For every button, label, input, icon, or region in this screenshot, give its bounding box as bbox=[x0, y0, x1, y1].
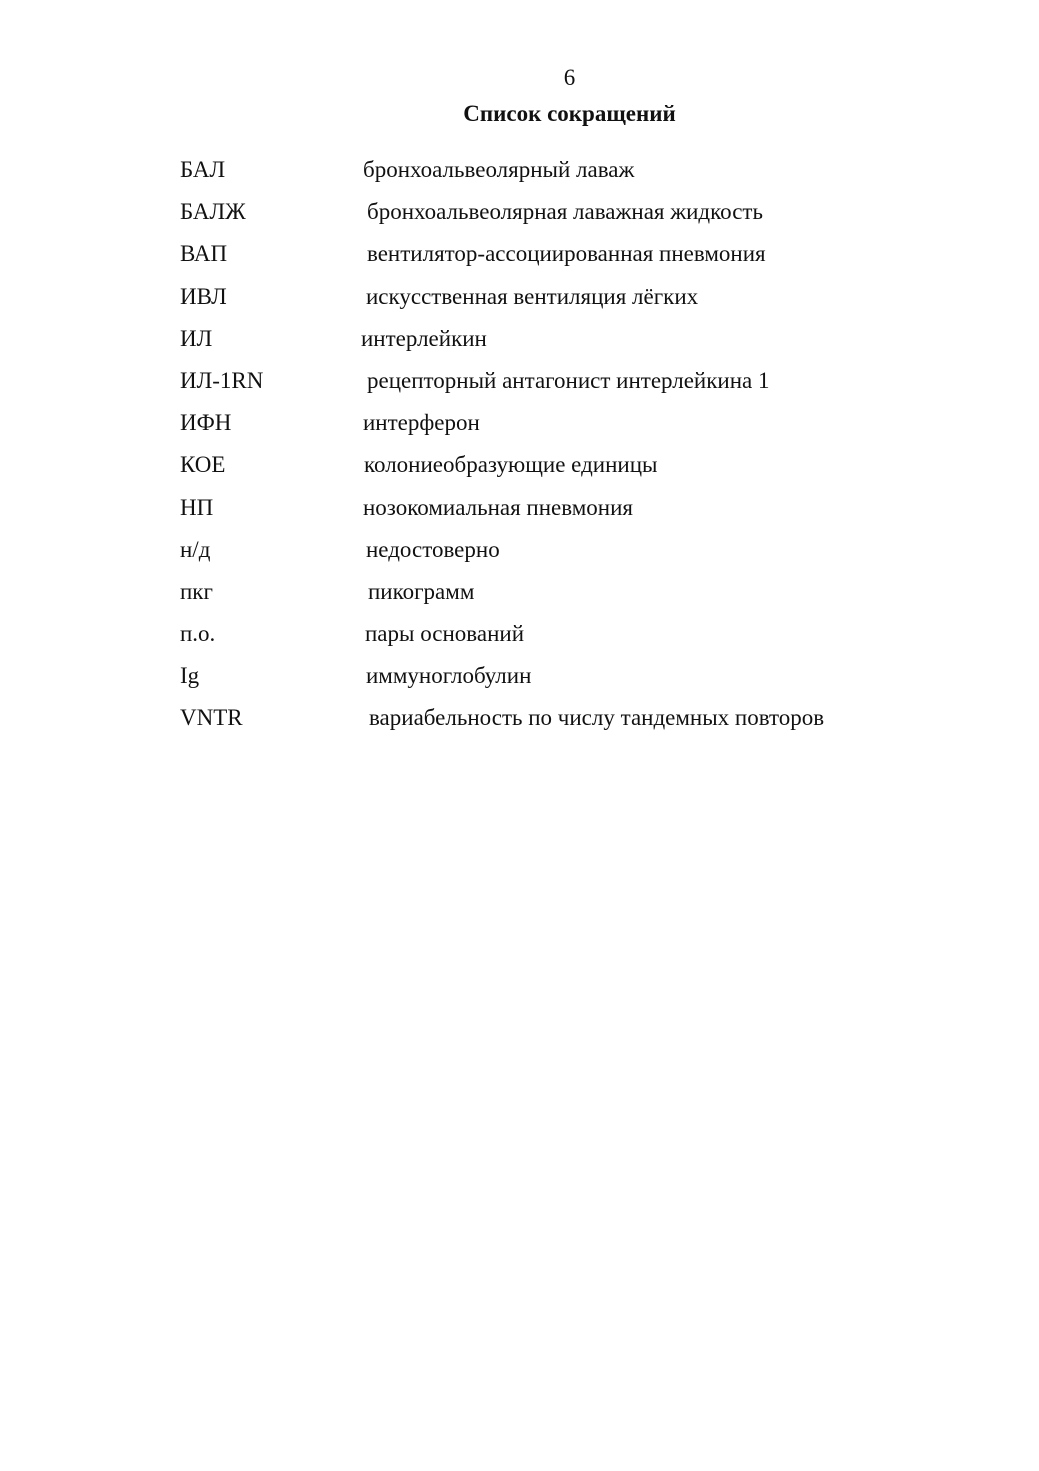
abbreviation-definition: нозокомиальная пневмония bbox=[363, 494, 633, 520]
list-item bbox=[0, 620, 1039, 662]
abbreviation-term: БАЛ bbox=[180, 157, 226, 182]
list-item bbox=[0, 578, 1039, 620]
abbreviation-definition: искусственная вентиляция лёгких bbox=[366, 283, 699, 309]
abbreviation-term: пкг bbox=[180, 578, 213, 604]
abbreviation-definition: пикограмм bbox=[368, 578, 475, 604]
abbreviation-definition: интерферон bbox=[363, 410, 480, 436]
abbreviation-term: ВАП bbox=[180, 241, 228, 267]
list-item bbox=[0, 325, 1039, 367]
abbreviation-definition: вариабельность по числу тандемных повторов bbox=[369, 705, 825, 731]
abbreviation-definition: пары оснований bbox=[365, 621, 525, 647]
page-title: Список сокращений bbox=[463, 101, 676, 126]
abbreviation-term: п.о. bbox=[180, 621, 216, 647]
list-item bbox=[0, 367, 1039, 409]
abbreviation-term: БАЛЖ bbox=[180, 199, 246, 225]
list-item bbox=[0, 283, 1039, 325]
abbreviation-term: VNTR bbox=[180, 705, 243, 731]
list-item bbox=[0, 494, 1039, 536]
abbreviation-term: н/д bbox=[180, 536, 211, 562]
list-item bbox=[0, 662, 1039, 704]
abbreviation-definition: бронхоальвеолярный лаваж bbox=[363, 157, 635, 182]
abbreviation-term: НП bbox=[180, 494, 214, 520]
list-item bbox=[0, 704, 1039, 746]
abbreviation-definition: интерлейкин bbox=[361, 325, 487, 351]
abbreviation-definition: недостоверно bbox=[366, 536, 500, 562]
abbreviation-definition: колониеобразующие единицы bbox=[364, 452, 658, 478]
abbreviation-definition: бронхоальвеолярная лаважная жидкость bbox=[367, 199, 763, 225]
abbreviation-term: Ig bbox=[180, 663, 200, 689]
list-item bbox=[0, 156, 1039, 198]
abbreviation-definition: вентилятор-ассоциированная пневмония bbox=[367, 241, 766, 267]
list-item bbox=[0, 536, 1039, 578]
list-item bbox=[0, 451, 1039, 493]
abbreviation-definition: иммуноглобулин bbox=[366, 663, 532, 689]
abbreviation-term: ИЛ-1RN bbox=[180, 367, 264, 393]
list-item bbox=[0, 409, 1039, 451]
abbreviation-term: ИФН bbox=[180, 410, 232, 436]
abbreviation-definition: рецепторный антагонист интерлейкина 1 bbox=[367, 367, 770, 393]
abbreviation-list bbox=[0, 156, 1039, 747]
abbreviation-term: КОЕ bbox=[180, 452, 226, 478]
abbreviation-term: ИВЛ bbox=[180, 283, 227, 309]
list-item bbox=[0, 240, 1039, 282]
abbreviation-term: ИЛ bbox=[180, 325, 213, 351]
page-number: 6 bbox=[563, 65, 576, 90]
list-item bbox=[0, 198, 1039, 240]
